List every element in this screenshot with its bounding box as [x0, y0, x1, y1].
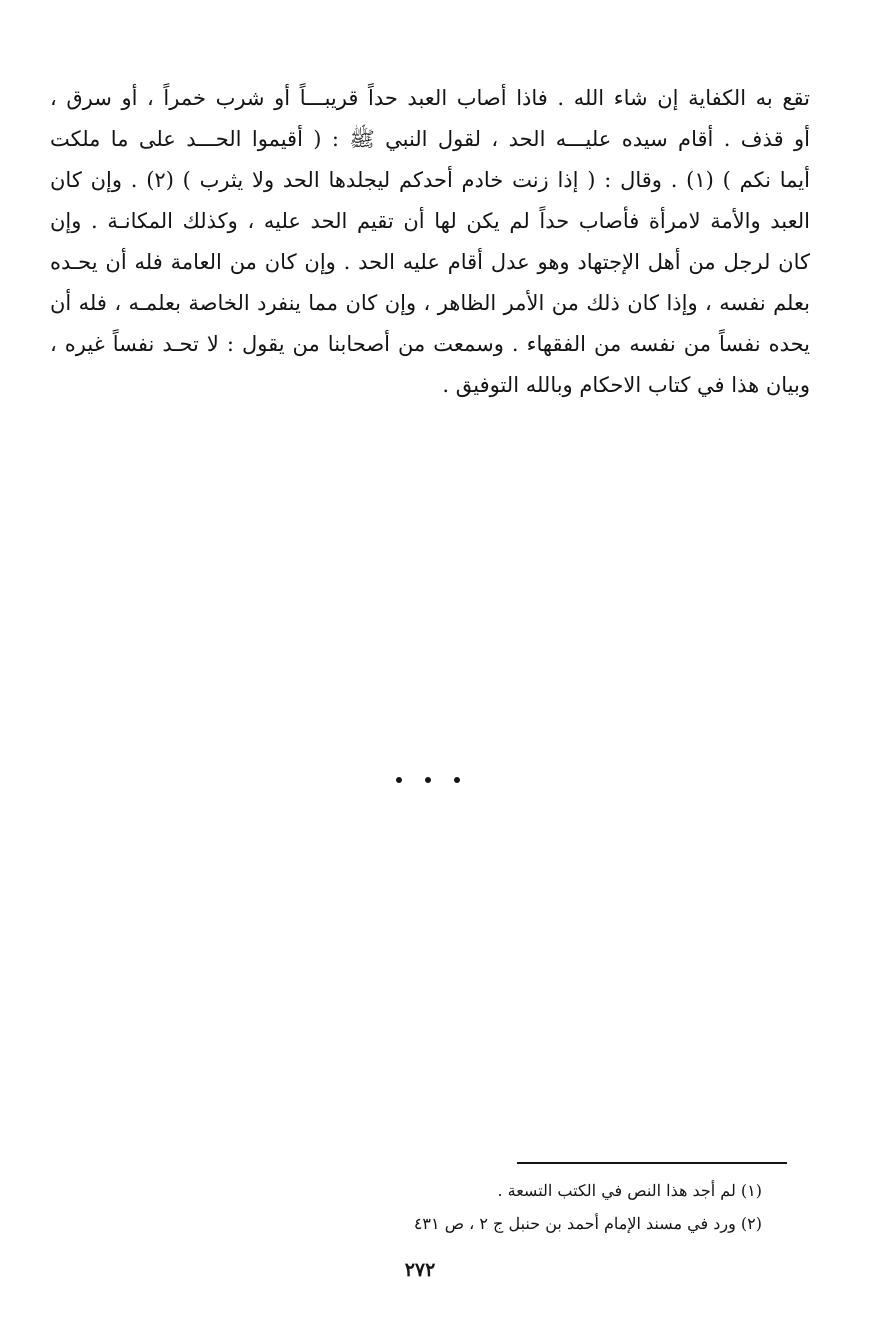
- footnotes: [300, 1174, 762, 1240]
- text-line-3: أيما نكم ) (١) . وقال : ( إذا زنت خادم أحدكم ليجلدها الحد ولا يثرب ) (٢) . وإن كان: [50, 168, 810, 192]
- separator-dot: [396, 777, 402, 783]
- text-line-2: أو قذف . أقام سيده عليـــه الحد ، لقول النبي ﷺ : ( أقيموا الحـــد على ما ملكت: [50, 127, 810, 151]
- separator-dot: [454, 777, 460, 783]
- footnote-1: (١) لم أجد هذا النص في الكتب التسعة .: [497, 1181, 762, 1200]
- separator-dot: [425, 777, 431, 783]
- text-line-8: وبيان هذا في كتاب الاحكام وبالله التوفيق .: [442, 373, 810, 397]
- text-line-1: تقع به الكفاية إن شاء الله . فاذا أصاب العبد حداً قريبـــاً أو شرب خمراً ، أو سرق ،: [50, 86, 810, 110]
- section-separator: [396, 774, 460, 786]
- page-number: ٢٧٢: [404, 1259, 436, 1281]
- main-text-block: [50, 78, 810, 406]
- footnote-divider: [517, 1162, 787, 1164]
- text-line-5: كان لرجل من أهل الإجتهاد وهو عدل أقام عليه الحد . وإن كان من العامة فله أن يحـده: [50, 250, 810, 274]
- text-line-7: يحده نفساً من نفسه من الفقهاء . وسمعت من أصحابنا من يقول : لا تحـد نفساً غيره ،: [50, 332, 810, 356]
- text-line-6: بعلم نفسه ، وإذا كان ذلك من الأمر الظاهر ، وإن كان مما ينفرد الخاصة بعلمـه ، فله أن: [50, 291, 810, 315]
- footnote-2: (٢) ورد في مسند الإمام أحمد بن حنبل ج ٢ ، ص ٤٣١: [413, 1214, 762, 1233]
- text-line-4: العبد والأمة لامرأة فأصاب حداً لم يكن لها أن تقيم الحد عليه ، وكذلك المكانـة . وإن: [50, 209, 810, 233]
